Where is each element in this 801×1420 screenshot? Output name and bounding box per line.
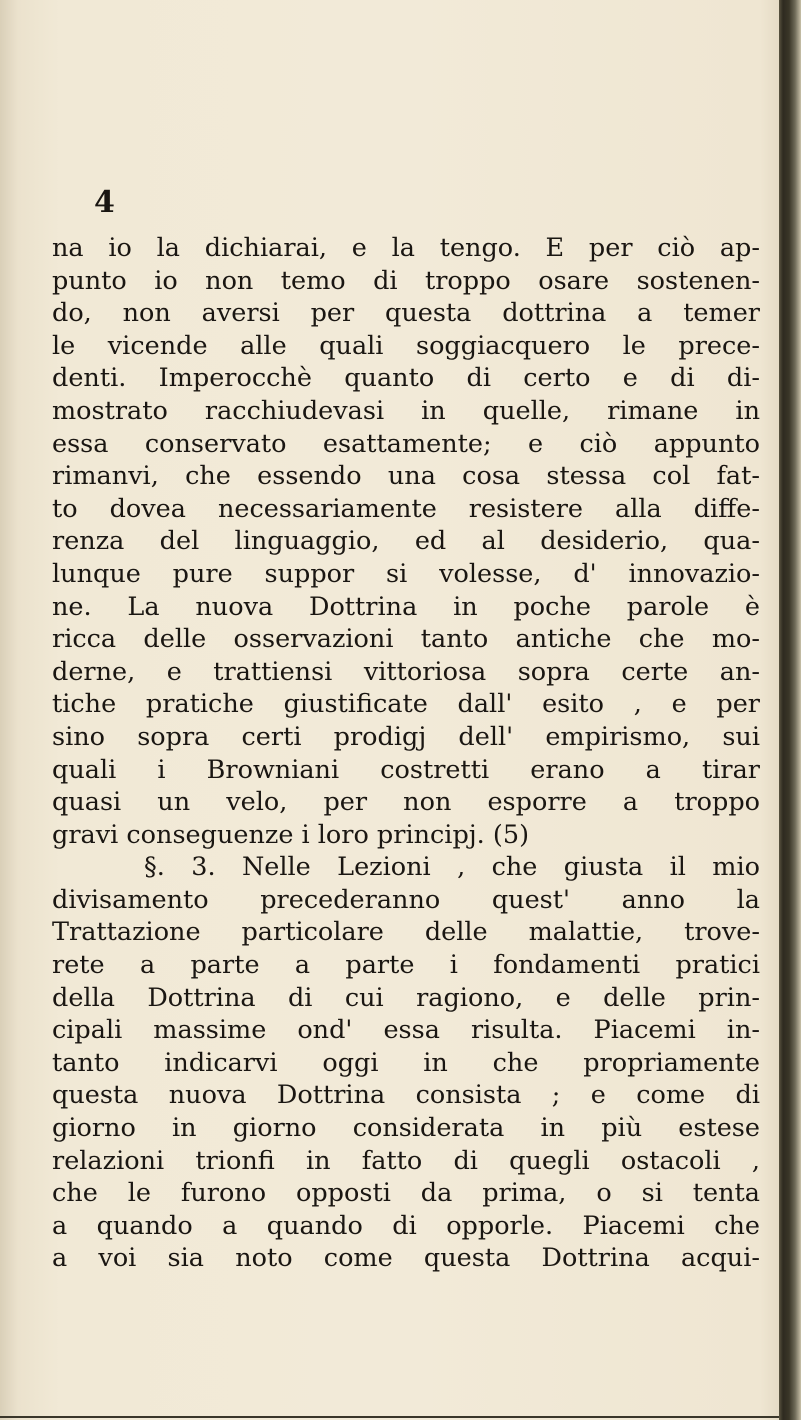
text-line: relazioni trionfi in fatto di quegli ostacoli , xyxy=(52,1145,760,1176)
text-line: derne, e trattiensi vittoriosa sopra certe an- xyxy=(52,656,760,687)
text-line: ricca delle osservazioni tanto antiche che mo- xyxy=(52,624,760,655)
text-line: quali i Browniani costretti erano a tirar xyxy=(52,754,760,785)
text-line: tanto indicarvi oggi in che propriamente xyxy=(52,1047,760,1078)
text-line: che le furono opposti da prima, o si tenta xyxy=(52,1178,760,1209)
text-line: rimanvi, che essendo una cosa stessa col fat- xyxy=(52,461,760,492)
page-bottom-edge xyxy=(0,1416,779,1418)
text-line: tiche pratiche giustificate dall' esito , e per xyxy=(52,689,760,720)
text-line: gravi conseguenze i loro principj. (5) xyxy=(52,819,530,850)
text-line: renza del linguaggio, ed al desiderio, qua- xyxy=(52,526,760,557)
text-line: sino sopra certi prodigj dell' empirismo, sui xyxy=(52,721,760,752)
text-line: giorno in giorno considerata in più estese xyxy=(52,1113,760,1144)
text-line: questa nuova Dottrina consista ; e come di xyxy=(52,1080,760,1111)
text-line: ne. La nuova Dottrina in poche parole è xyxy=(52,591,760,622)
text-line: mostrato racchiudevasi in quelle, rimane in xyxy=(52,395,760,426)
text-line: cipali massime ond' essa risulta. Piacemi in- xyxy=(52,1015,760,1046)
text-line: quasi un velo, per non esporre a troppo xyxy=(52,787,760,818)
text-line: punto io non temo di troppo osare sostenen- xyxy=(52,265,760,296)
text-line: a voi sia noto come questa Dottrina acqui- xyxy=(52,1243,760,1274)
text-line: denti. Imperocchè quanto di certo e di di- xyxy=(52,363,760,394)
text-line: Trattazione particolare delle malattie, trove- xyxy=(52,917,760,948)
page-number: 4 xyxy=(94,185,115,220)
text-line: divisamento precederanno quest' anno la xyxy=(52,884,760,915)
text-line: §. 3. Nelle Lezioni , che giusta il mio xyxy=(144,852,760,883)
text-line: na io la dichiarai, e la tengo. E per ciò ap- xyxy=(52,233,760,263)
text-line: to dovea necessariamente resistere alla diffe- xyxy=(52,493,760,524)
text-line: lunque pure suppor si volesse, d' innovazio- xyxy=(52,558,760,589)
binding-edge xyxy=(779,0,801,1420)
text-line: le vicende alle quali soggiacquero le prece- xyxy=(52,330,760,361)
text-line: do, non aversi per questa dottrina a temer xyxy=(52,298,760,329)
text-line: rete a parte a parte i fondamenti pratici xyxy=(52,950,760,981)
text-line: della Dottrina di cui ragiono, e delle prin- xyxy=(52,982,760,1013)
text-line: a quando a quando di opporle. Piacemi che xyxy=(52,1210,760,1241)
text-line: essa conservato esattamente; e ciò appunto xyxy=(52,428,760,459)
body-text xyxy=(52,232,760,1275)
